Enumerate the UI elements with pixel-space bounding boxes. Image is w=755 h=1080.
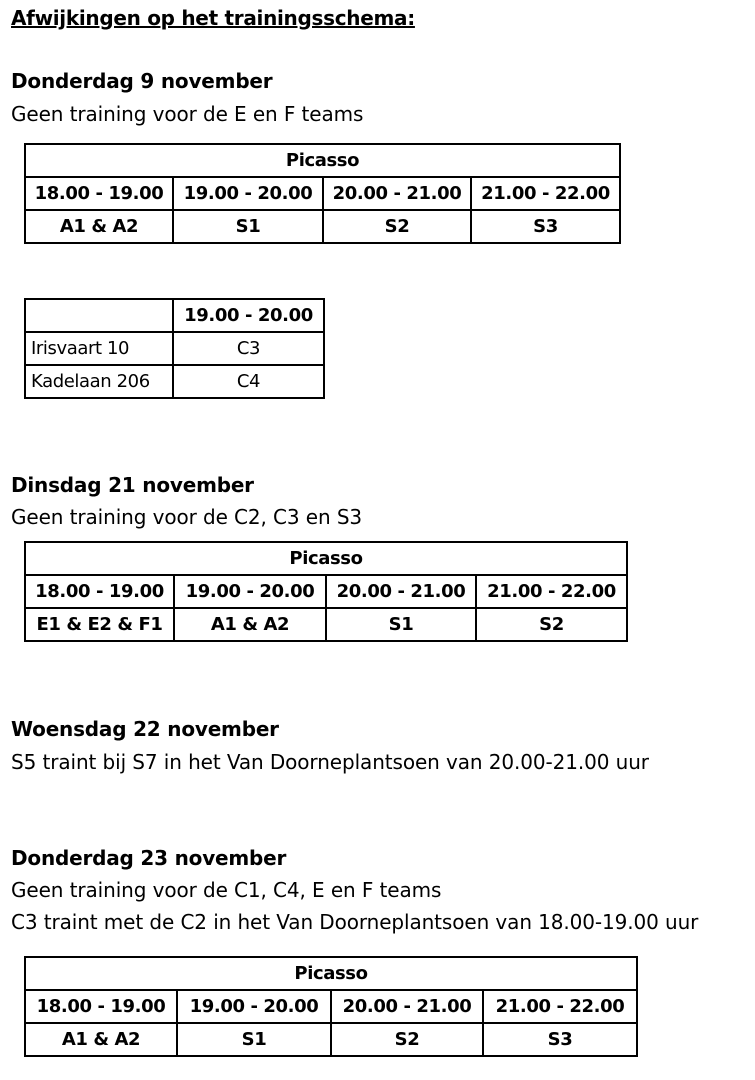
team-cell: S1 (173, 210, 323, 243)
notice-line: Geen training voor de E en F teams (11, 102, 364, 126)
team-cell: A1 & A2 (25, 210, 173, 243)
schedule-table-9-november (24, 143, 621, 244)
time-slot: 19.00 - 20.00 (177, 990, 331, 1023)
time-slot: 19.00 - 20.00 (173, 177, 323, 210)
team-cell: A1 & A2 (25, 1023, 177, 1056)
location-header: Picasso (25, 542, 627, 575)
team-cell: C4 (173, 365, 324, 398)
time-slot: 18.00 - 19.00 (25, 177, 173, 210)
team-cell: S3 (471, 210, 620, 243)
extra-locations-table (24, 298, 325, 399)
time-slot: 19.00 - 20.00 (174, 575, 326, 608)
team-cell: S3 (483, 1023, 637, 1056)
team-cell: E1 & E2 & F1 (25, 608, 174, 641)
time-slot: 21.00 - 22.00 (483, 990, 637, 1023)
time-slot: 20.00 - 21.00 (331, 990, 483, 1023)
location-header: Picasso (25, 957, 637, 990)
location-cell: Kadelaan 206 (25, 365, 173, 398)
location-header: Picasso (25, 144, 620, 177)
team-cell: A1 & A2 (174, 608, 326, 641)
time-slot: 18.00 - 19.00 (25, 575, 174, 608)
notice-line: C3 traint met de C2 in het Van Doorneplantsoen van 18.00-19.00 uur (11, 910, 699, 934)
team-cell: C3 (173, 332, 324, 365)
notice-line: Geen training voor de C2, C3 en S3 (11, 505, 363, 529)
time-slot: 21.00 - 22.00 (471, 177, 620, 210)
notice-line: Geen training voor de C1, C4, E en F teams (11, 878, 442, 902)
page-title: Afwijkingen op het trainingsschema: (11, 6, 415, 30)
location-cell: Irisvaart 10 (25, 332, 173, 365)
team-cell: S2 (323, 210, 471, 243)
time-slot: 20.00 - 21.00 (326, 575, 476, 608)
schedule-table-21-november (24, 541, 628, 642)
time-slot: 20.00 - 21.00 (323, 177, 471, 210)
team-cell: S2 (331, 1023, 483, 1056)
day-heading-22-november: Woensdag 22 november (11, 717, 279, 741)
day-heading-9-november: Donderdag 9 november (11, 69, 273, 93)
team-cell: S1 (326, 608, 476, 641)
empty-header-cell (25, 299, 173, 332)
notice-line: S5 traint bij S7 in het Van Doorneplantsoen van 20.00-21.00 uur (11, 750, 649, 774)
time-slot: 19.00 - 20.00 (173, 299, 324, 332)
day-heading-23-november: Donderdag 23 november (11, 846, 287, 870)
team-cell: S1 (177, 1023, 331, 1056)
day-heading-21-november: Dinsdag 21 november (11, 473, 254, 497)
time-slot: 18.00 - 19.00 (25, 990, 177, 1023)
schedule-table-23-november (24, 956, 638, 1057)
team-cell: S2 (476, 608, 627, 641)
time-slot: 21.00 - 22.00 (476, 575, 627, 608)
